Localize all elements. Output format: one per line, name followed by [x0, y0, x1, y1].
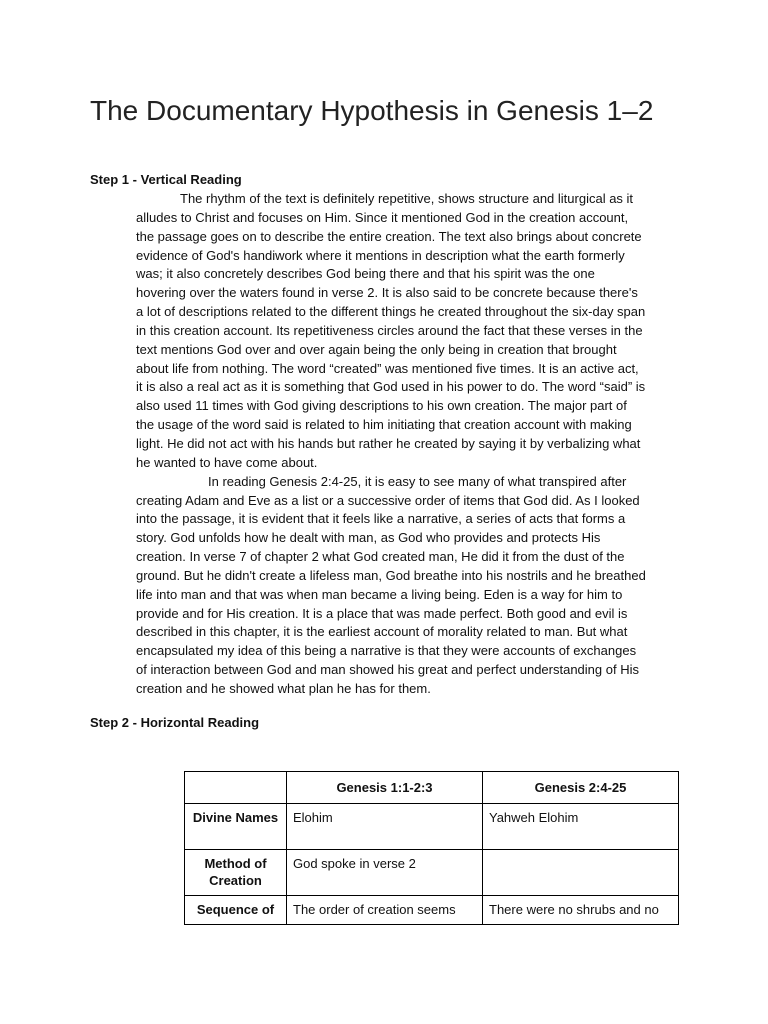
table-cell: The order of creation seems — [287, 896, 483, 925]
text-line: of interaction between God and man showed his great and perfect understanding of His — [136, 662, 639, 678]
text-line: life into man and that was when man became a living being. Eden is a way for him to — [136, 586, 623, 602]
text-line: story. God unfolds how he dealt with man, as God who provides and protects His — [136, 530, 601, 546]
text-line: In reading Genesis 2:4-25, it is easy to see many of what transpired after — [208, 473, 627, 489]
text-line: ground. But he didn't create a lifeless man, God breathe into his nostrils and he breathed — [136, 567, 646, 583]
text-line: he wanted to have come about. — [136, 454, 318, 470]
row-label: Sequence of — [185, 896, 287, 925]
text-line: described in this chapter, it is the earliest account of morality related to man. But what — [136, 624, 628, 640]
text-line: about life from nothing. The word “created” was mentioned five times. It is an active act, — [136, 360, 639, 376]
text-line: it is also a real act as it is something that God used in his power to do. The word “said” is — [136, 379, 646, 395]
text-line: light. He did not act with his hands but rather he created by saying it by verbalizing what — [136, 435, 641, 451]
text-line: also used 11 times with God giving descriptions to his own creation. The major part of — [136, 398, 627, 414]
step1-paragraph-2 — [136, 473, 681, 699]
step1-heading: Step 1 - Vertical Reading — [90, 172, 242, 187]
text-line: creation and he showed what plan he has for them. — [136, 680, 431, 696]
text-line: creation. In verse 7 of chapter 2 what God created man, He did it from the dust of the — [136, 549, 625, 565]
text-line: alludes to Christ and focuses on Him. Since it mentioned God in the creation account, — [136, 209, 629, 225]
text-line: in this creation account. Its repetitiveness circles around the fact that these verses in the — [136, 322, 643, 338]
table-row — [185, 804, 679, 850]
text-line: provide and for His creation. It is a place that was made perfect. Both good and evil is — [136, 605, 628, 621]
row-label: Divine Names — [185, 804, 287, 850]
text-line: text mentions God over and over again being the only being in creation that brought — [136, 341, 617, 357]
text-line: encapsulated my idea of this being a narrative is that they were accounts of exchanges — [136, 643, 637, 659]
row-label: Method of Creation — [185, 850, 287, 896]
text-line: a lot of descriptions related to the different things he created throughout the six-day span — [136, 304, 646, 320]
table-cell: Yahweh Elohim — [483, 804, 679, 850]
text-line: creating Adam and Eve as a list or a successive order of items that God did. As I looked — [136, 492, 640, 508]
text-line: The rhythm of the text is definitely repetitive, shows structure and liturgical as it — [180, 191, 634, 206]
table-row — [185, 896, 679, 925]
step2-heading: Step 2 - Horizontal Reading — [90, 715, 260, 730]
text-line: was; it also concretely describes God being there and that his spirit was the one — [136, 266, 595, 282]
comparison-table — [184, 771, 679, 925]
table-header-cell: Genesis 1:1-2:3 — [287, 772, 483, 804]
table-header-row — [185, 772, 679, 804]
table-cell: There were no shrubs and no — [483, 896, 679, 925]
table-cell: Elohim — [287, 804, 483, 850]
text-line: hovering over the waters found in verse 2. It is also said to be concrete because there's — [136, 285, 638, 301]
text-line: the usage of the word said is related to him initiating that creation account with making — [136, 417, 632, 433]
table-header-cell — [185, 772, 287, 804]
table-cell — [483, 850, 679, 896]
text-line: the passage goes on to describe the entire creation. The text also brings about concrete — [136, 228, 642, 244]
table-cell: God spoke in verse 2 — [287, 850, 483, 896]
table-header-cell: Genesis 2:4-25 — [483, 772, 679, 804]
step1-paragraph-1 — [136, 190, 681, 473]
text-line: into the passage, it is evident that it feels like a narrative, a series of acts that forms a — [136, 511, 626, 527]
step1-body — [136, 190, 681, 699]
document-title: The Documentary Hypothesis in Genesis 1–2 — [90, 95, 654, 126]
table-row — [185, 850, 679, 896]
text-line: evidence of God's handiwork where it mentions in description what the earth formerly — [136, 247, 625, 263]
